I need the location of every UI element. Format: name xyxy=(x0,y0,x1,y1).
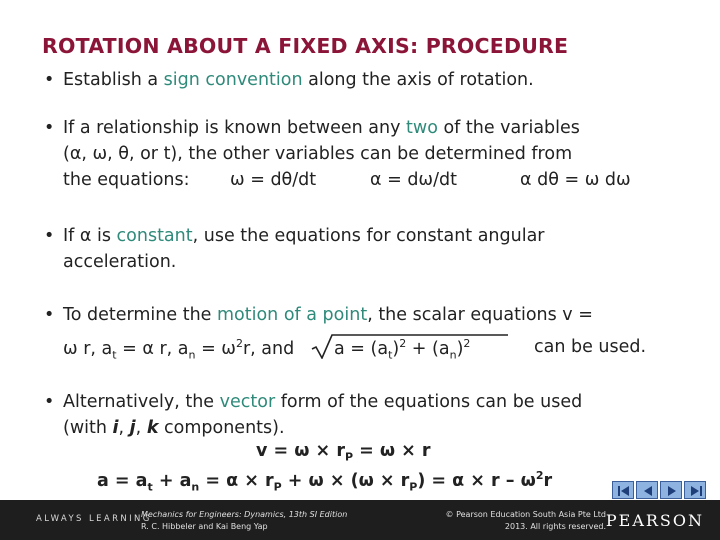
equation-alpha: α = dω/dt xyxy=(370,170,457,190)
bullet-dot: • xyxy=(44,305,55,325)
bullet-dot: • xyxy=(44,70,55,90)
copyright-line: © Pearson Education South Asia Pte Ltd xyxy=(445,510,606,519)
highlight-text: motion of a point xyxy=(217,305,368,325)
bullet-sign-convention xyxy=(44,67,534,93)
bullet-constant-alpha xyxy=(44,223,545,275)
bullet-text: Establish a xyxy=(63,70,164,90)
highlight-text: vector xyxy=(219,392,276,412)
bullet-text: If a relationship is known between any xyxy=(63,118,407,138)
book-authors: R. C. Hibbeler and Kai Beng Yap xyxy=(141,522,268,531)
bullet-dot: • xyxy=(44,118,55,138)
always-learning-logo: ALWAYS LEARNING xyxy=(36,514,152,524)
highlight-text: sign convention xyxy=(163,70,303,90)
bullet-text: , use the equations for constant angular xyxy=(192,226,545,246)
previous-slide-button[interactable] xyxy=(636,481,658,499)
slide-title: ROTATION ABOUT A FIXED AXIS: PROCEDURE xyxy=(42,34,569,58)
magnitude-equation: $a = (a_t)^2 + (a_n)^2$ xyxy=(334,337,471,362)
bullet-relationship xyxy=(44,115,631,193)
book-citation xyxy=(141,509,347,533)
equation-alpha-dtheta: α dθ = ω dω xyxy=(520,170,631,190)
pearson-logo: PEARSON xyxy=(605,511,704,530)
skip-forward-icon xyxy=(685,482,707,500)
last-slide-button[interactable] xyxy=(684,481,706,499)
bullet-dot: • xyxy=(44,392,55,412)
highlight-text: two xyxy=(406,118,438,138)
first-slide-button[interactable] xyxy=(612,481,634,499)
next-slide-button[interactable] xyxy=(660,481,682,499)
bullet-text: acceleration. xyxy=(63,252,177,272)
bullet-text: If α is xyxy=(63,226,117,246)
bullet-text: Alternatively, the xyxy=(63,392,220,412)
slide-nav xyxy=(612,481,708,501)
arrow-right-icon xyxy=(661,482,683,500)
bullet-text: can be used. xyxy=(534,337,647,357)
equation-omega: ω = dθ/dt xyxy=(230,170,317,190)
copyright-line: 2013. All rights reserved. xyxy=(504,522,606,531)
arrow-left-icon xyxy=(637,482,659,500)
bullet-motion-point xyxy=(44,302,593,328)
copyright xyxy=(446,509,606,533)
bullet-dot: • xyxy=(44,226,55,246)
bullet-vector-form: • Alternatively, the vector form of the equations can be used (with i, j, k components). xyxy=(44,389,582,441)
bullet-text: form of the equations can be used xyxy=(275,392,583,412)
velocity-vector-equation: $v = \omega \times r_P = \omega \times r$ xyxy=(256,441,431,464)
bullet-text: the equations: xyxy=(63,170,190,190)
skip-back-icon xyxy=(613,482,635,500)
bullet-text: (α, ω, θ, or t), the other variables can be determined from xyxy=(63,144,573,164)
bullet-text: along the axis of rotation. xyxy=(302,70,534,90)
bullet-text: , the scalar equations v = xyxy=(367,305,593,325)
highlight-text: constant xyxy=(116,226,193,246)
scalar-equations: ω r, $a_t = \alpha$ r, $a_n = \omega^2r$, and xyxy=(63,337,295,362)
bullet-text: of the variables xyxy=(437,118,580,138)
bullet-text: To determine the xyxy=(63,305,217,325)
acceleration-vector-equation: $a = a_t + a_n = \alpha \times r_P + \omega \times (\omega \times r_P) = \alpha \times r - \omega^2r$ xyxy=(97,469,553,494)
book-title: Mechanics for Engineers: Dynamics, 13th SI Edition xyxy=(141,510,348,519)
